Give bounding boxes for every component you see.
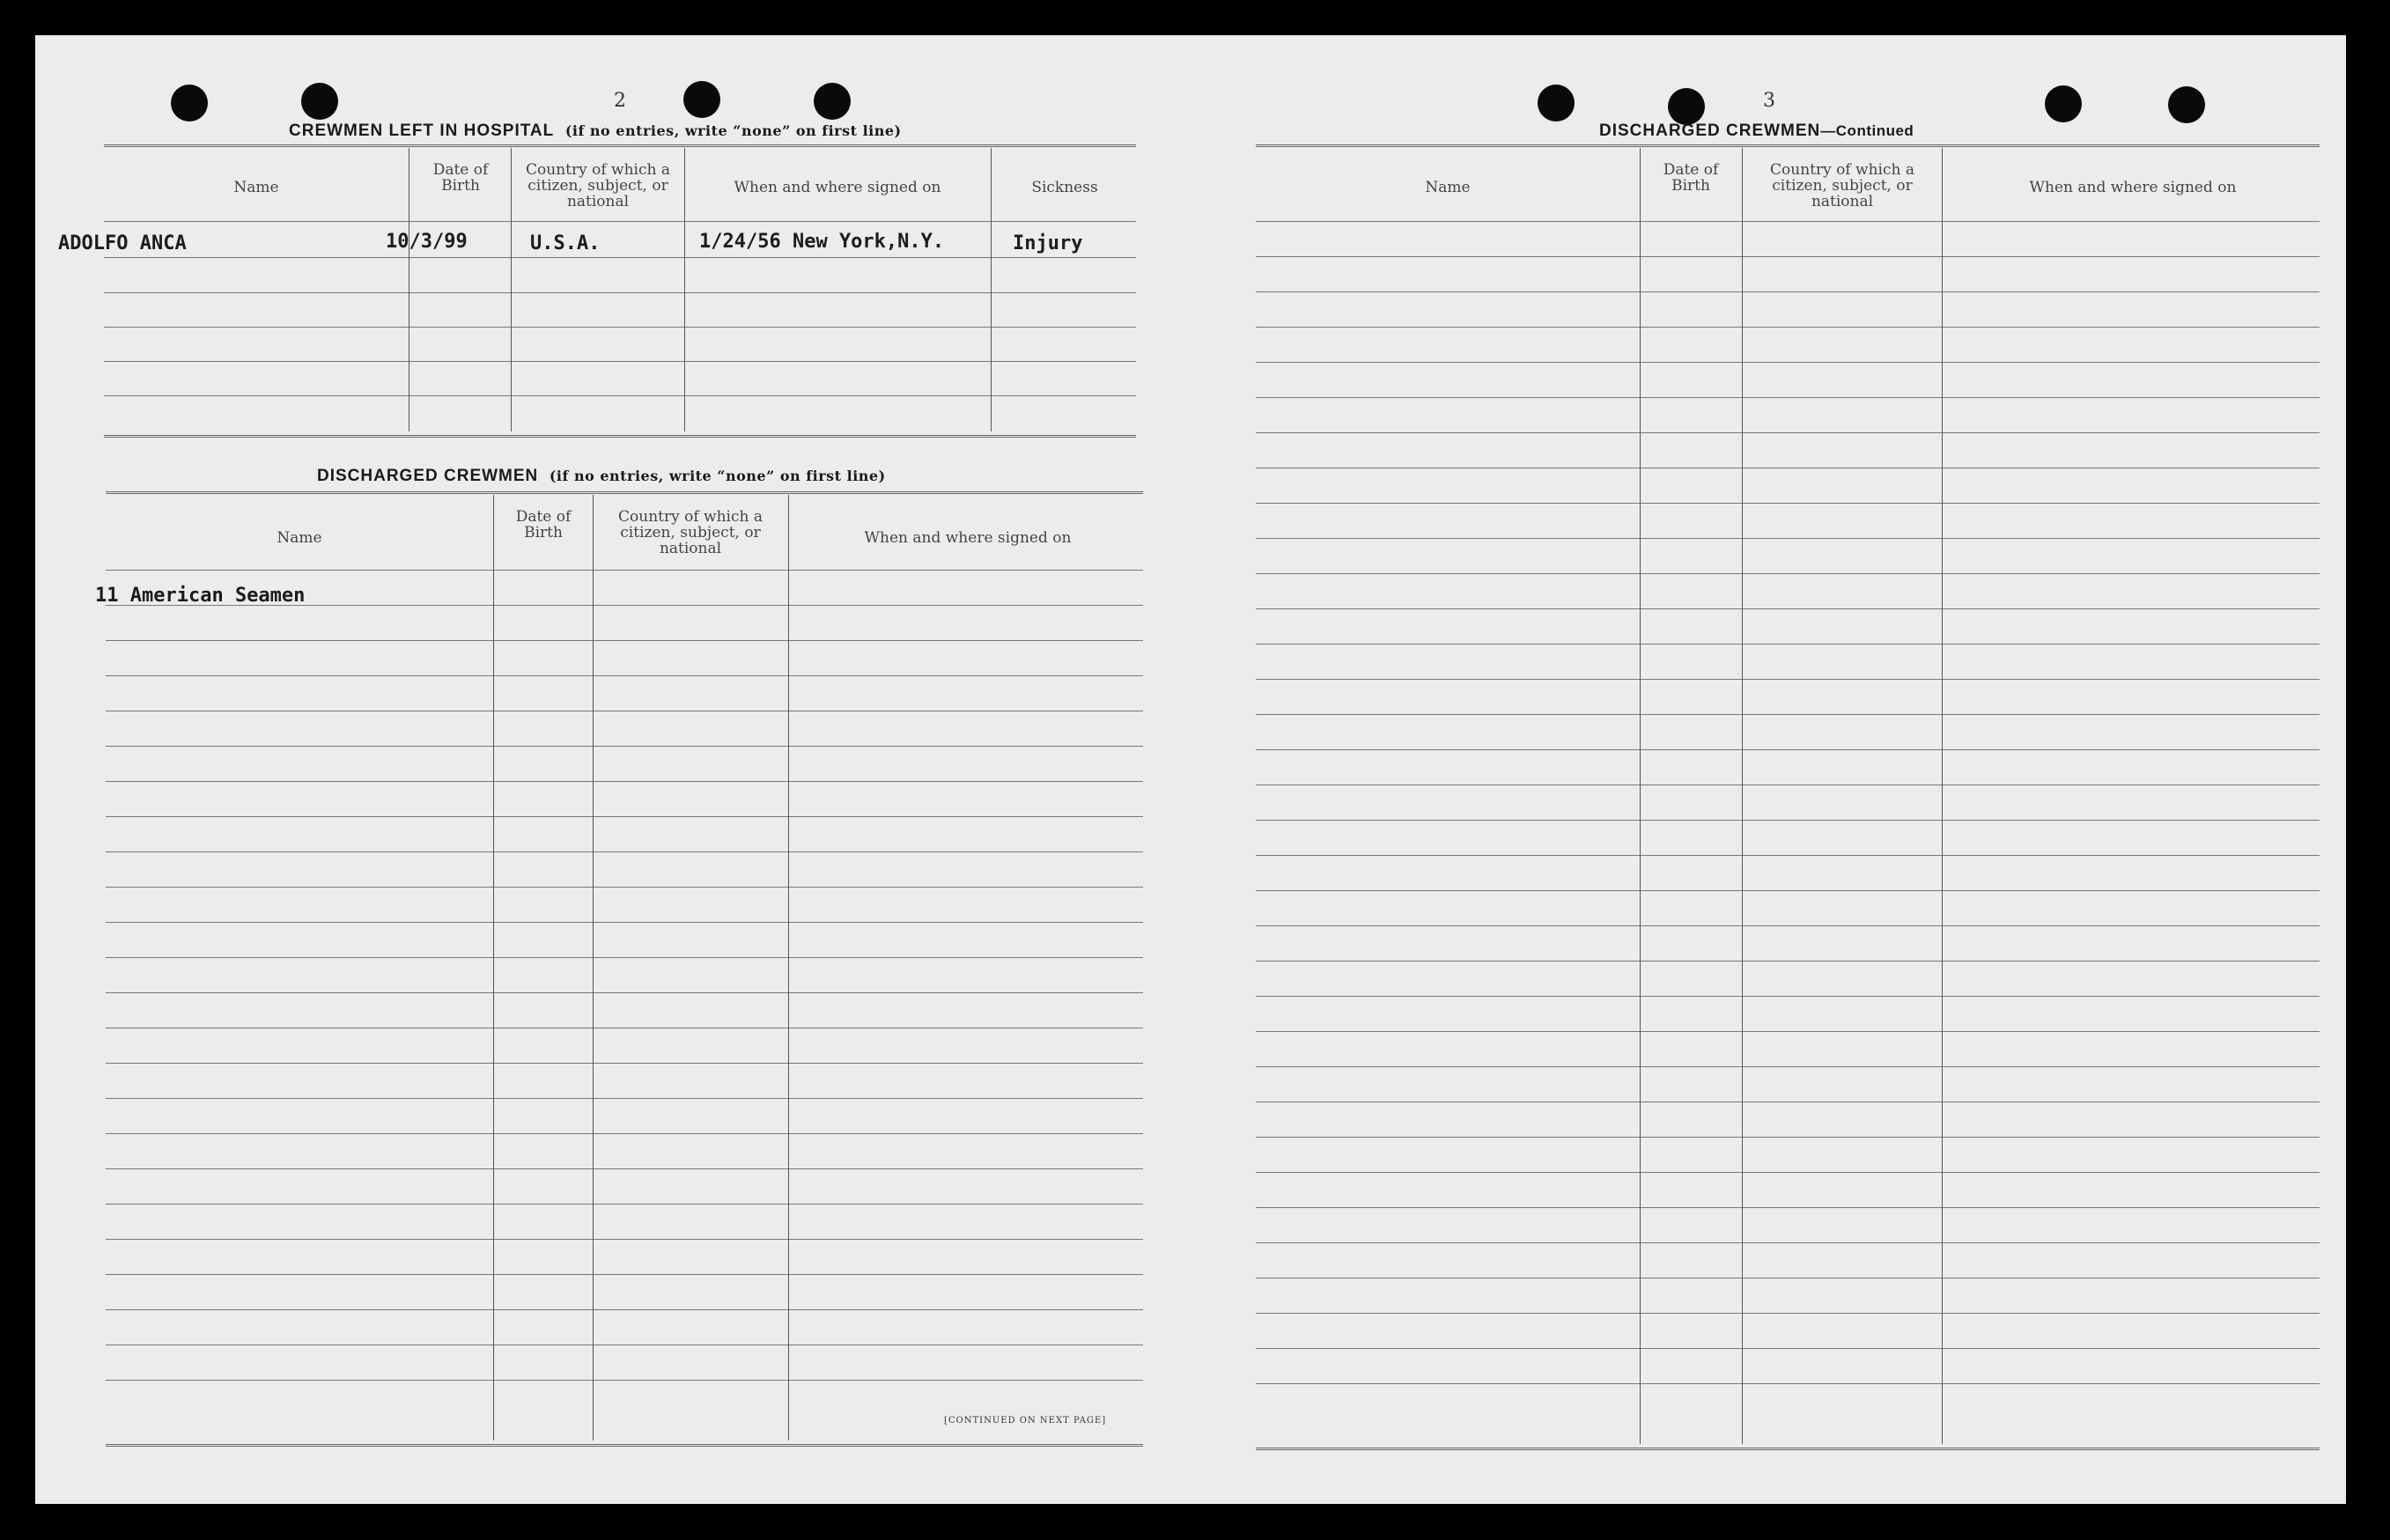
crewman-sickness: Injury [1013,232,1083,254]
crewman-dob: 10/3/99 [386,231,468,253]
discharged-entry-name: 11 American Seamen [95,585,306,607]
page-number: 3 [1763,90,1775,112]
punch-hole [2045,85,2082,122]
punch-hole [301,83,338,120]
hospital-table [104,144,1136,479]
punch-hole [1538,85,1575,122]
punch-hole [171,85,208,122]
punch-hole [683,81,720,118]
hospital-section-title: CREWMEN LEFT IN HOSPITAL (if no entries, write “none” on first line) [289,122,902,140]
column-header: Country of which a citizen, subject, or national [618,508,763,557]
punch-hole [2168,86,2205,123]
column-header: When and where signed on [734,179,941,196]
discharged-continued-title: DISCHARGED CREWMEN—Continued [1599,122,1914,140]
column-header: Date of Birth [515,508,572,542]
column-header: Name [233,179,279,196]
crewman-name: ADOLFO ANCA [58,232,187,254]
punch-hole [1668,88,1705,125]
page-number: 2 [614,90,626,112]
column-header: Country of which a citizen, subject, or national [1770,161,1914,210]
crewman-signed-on: 1/24/56 New York,N.Y. [699,231,945,253]
column-header: Date of Birth [1663,161,1719,195]
column-header: Name [277,529,322,547]
column-header: Sickness [1031,179,1098,196]
column-header: Name [1425,179,1471,196]
punch-hole [814,83,851,120]
crewman-country: U.S.A. [530,232,601,254]
column-header: When and where signed on [864,529,1072,547]
column-header: When and where signed on [2029,179,2237,196]
column-header: Date of Birth [432,161,489,195]
document-page [35,35,2346,1504]
column-header: Country of which a citizen, subject, or national [526,161,670,210]
discharged-continued-table [1256,144,2320,1455]
discharged-section-title: DISCHARGED CREWMEN (if no entries, write “none” on first line) [317,467,886,485]
discharged-table [106,491,1143,1456]
continued-note: [CONTINUED ON NEXT PAGE] [944,1416,1107,1426]
